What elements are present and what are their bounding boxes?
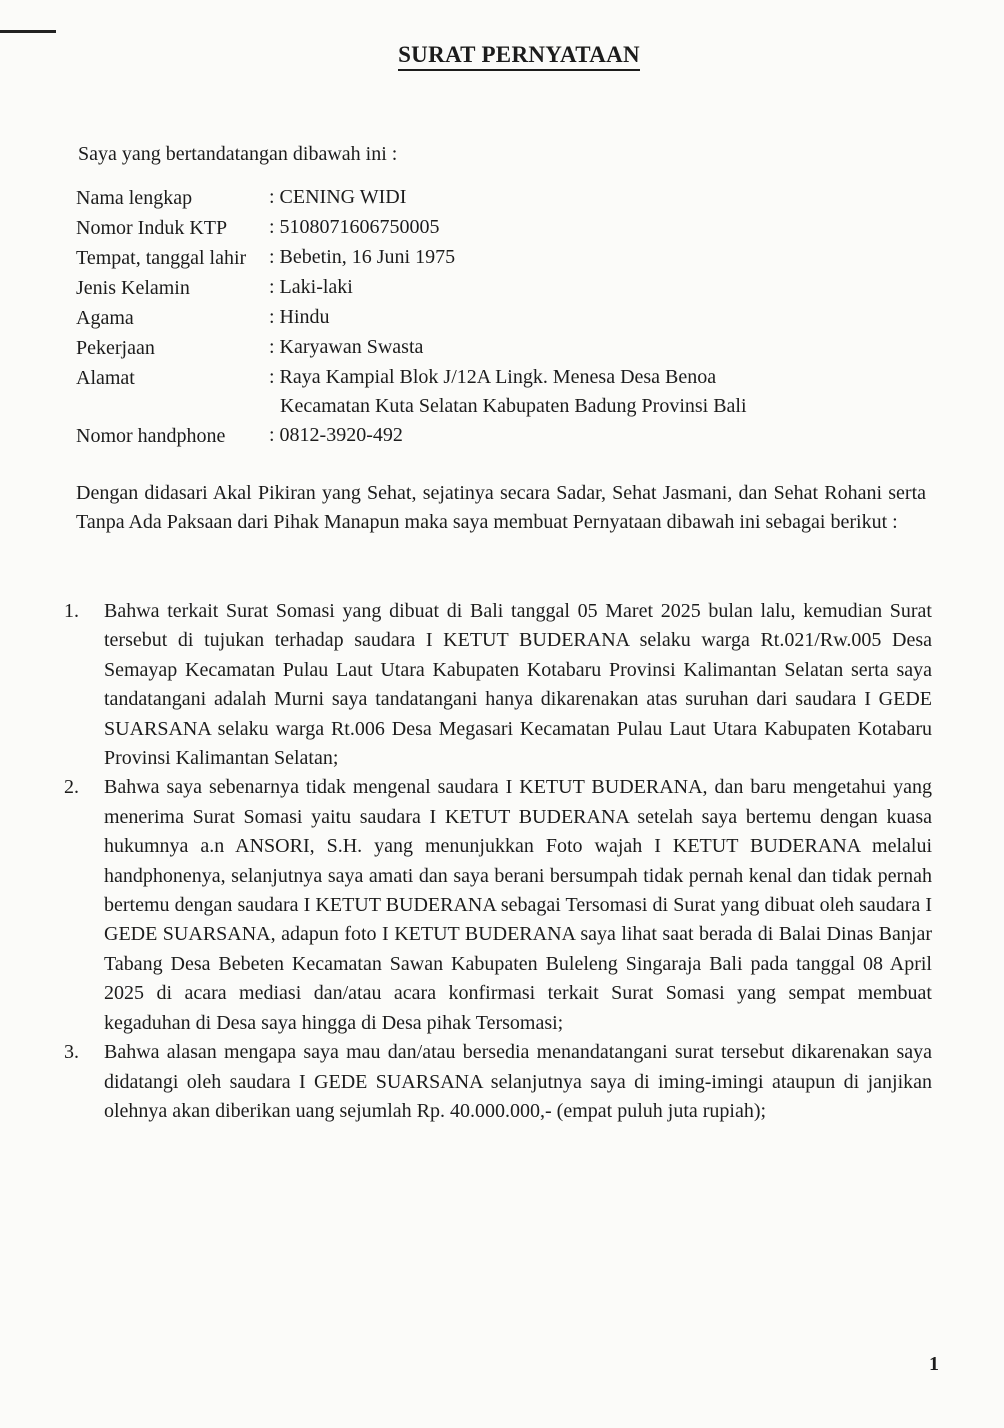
identity-label: Pekerjaan	[76, 337, 155, 359]
point-text: Bahwa saya sebenarnya tidak mengenal saudara I KETUT BUDERANA, dan baru mengetahui yang menerima Surat Somasi yaitu saudara I KETUT BUDERANA setelah saya bertemu dengan kuasa hukumnya a.n ANSORI, S.H. yang menunjukkan Foto wajah I KETUT BUDERANA melalui handphonenya, selanjutnya saya amati dan saya berani bersumpah tidak pernah kenal dan tidak pernah bertemu dengan saudara I KETUT BUDERANA sebagai Tersomasi di Surat yang dibuat oleh saudara I GEDE SUARSANA, adapun foto I KETUT BUDERANA saya lihat saat berada di Balai Dinas Banjar Tabang Desa Bebeten Kecamatan Sawan Kabupaten Buleleng Singaraja Bali pada tanggal 08 April 2025 di acara mediasi dan/atau acara konfirmasi terkait Surat Somasi yang sempat membuat kegaduhan di Desa saya hingga di Desa pihak Tersomasi;	[104, 776, 932, 1034]
point-number: 2.	[64, 776, 79, 799]
identity-value: : CENING WIDI	[269, 186, 407, 208]
corner-mark	[0, 30, 56, 33]
identity-row-phone	[76, 421, 747, 451]
identity-row-address	[76, 363, 747, 421]
statement-paragraph: Dengan didasari Akal Pikiran yang Sehat, sejatinya secara Sadar, Sehat Jasmani, dan Sehat Rohani serta Tanpa Ada Paksaan dari Pihak Manapun maka saya membuat Pernyataan dibawah ini sebagai berikut :	[76, 482, 926, 533]
identity-label: Jenis Kelamin	[76, 277, 190, 299]
identity-row-occupation	[76, 333, 747, 363]
identity-label: Alamat	[76, 367, 135, 389]
identity-label: Nama lengkap	[76, 187, 193, 209]
identity-value: : Karyawan Swasta	[269, 336, 424, 358]
identity-value: : 5108071606750005	[269, 216, 440, 238]
identity-block	[76, 183, 747, 451]
identity-value: : 0812-3920-492	[269, 424, 403, 446]
identity-row-name	[76, 183, 747, 213]
intro-text: Saya yang bertandatangan dibawah ini :	[78, 143, 398, 165]
point-item	[64, 597, 932, 773]
document-title-container	[0, 42, 1004, 71]
point-text: Bahwa terkait Surat Somasi yang dibuat di Bali tanggal 05 Maret 2025 bulan lalu, kemudian Surat tersebut di tujukan terhadap saudara I KETUT BUDERANA selaku warga Rt.021/Rw.005 Desa Semayap Kecamatan Pulau Laut Utara Kabupaten Kotabaru Provinsi Kalimantan Selatan serta saya tandatangani adalah Murni saya tandatangani hanya dikarenakan atas suruhan dari saudara I GEDE SUARSANA selaku warga Rt.006 Desa Megasari Kecamatan Pulau Laut Utara Kabupaten Kotabaru Provinsi Kalimantan Selatan;	[104, 600, 932, 770]
identity-value	[269, 363, 747, 421]
identity-label: Nomor handphone	[76, 425, 226, 447]
point-number: 3.	[64, 1041, 79, 1064]
identity-row-gender	[76, 273, 747, 303]
identity-value: : Hindu	[269, 306, 330, 328]
document-title: SURAT PERNYATAAN	[398, 42, 640, 71]
point-number: 1.	[64, 600, 79, 622]
address-line-1: : Raya Kampial Blok J/12A Lingk. Menesa Desa Benoa	[269, 366, 717, 388]
identity-row-ktp	[76, 213, 747, 243]
page-number: 1	[929, 1353, 939, 1375]
identity-label: Agama	[76, 307, 134, 329]
point-item	[64, 1038, 932, 1126]
statement-points	[64, 597, 932, 1126]
identity-value: : Laki-laki	[269, 276, 353, 298]
identity-row-birth	[76, 243, 747, 273]
address-line-2: Kecamatan Kuta Selatan Kabupaten Badung Provinsi Bali	[280, 395, 747, 417]
identity-label: Nomor Induk KTP	[76, 217, 228, 239]
identity-value: : Bebetin, 16 Juni 1975	[269, 246, 456, 268]
point-item	[64, 773, 932, 1038]
identity-label: Tempat, tanggal lahir	[76, 247, 247, 269]
identity-row-religion	[76, 303, 747, 333]
point-text: Bahwa alasan mengapa saya mau dan/atau bersedia menandatangani surat tersebut dikarenakan saya didatangi oleh saudara I GEDE SUARSANA selanjutnya saya di iming-imingi ataupun di janjikan olehnya akan diberikan uang sejumlah Rp. 40.000.000,- (empat puluh juta rupiah);	[104, 1041, 932, 1122]
